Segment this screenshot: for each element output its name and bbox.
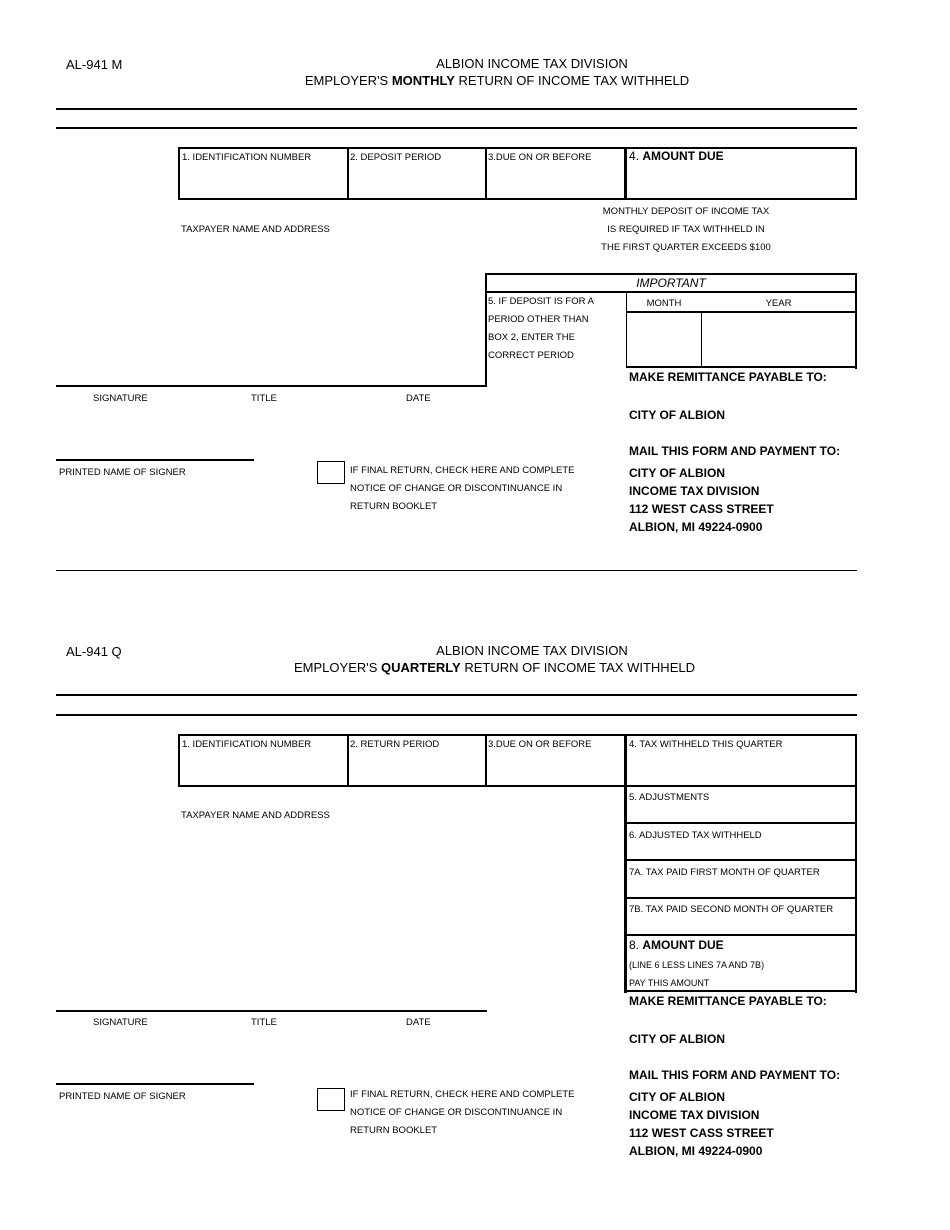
identification-number-field[interactable]: 1. IDENTIFICATION NUMBER: [182, 152, 312, 163]
mailing-address: CITY OF ALBION INCOME TAX DIVISION 112 WEST CASS STREET ALBION, MI 49224-0900: [629, 466, 774, 534]
title-label: TITLE: [251, 1017, 277, 1028]
header-rule-1: [56, 694, 857, 696]
final-return-text: IF FINAL RETURN, CHECK HERE AND COMPLETE NOTICE OF CHANGE OR DISCONTINUANCE IN RETURN BOOKLET: [350, 465, 575, 512]
title-label: TITLE: [251, 393, 277, 404]
mailing-address: CITY OF ALBION INCOME TAX DIVISION 112 WEST CASS STREET ALBION, MI 49224-0900: [629, 1090, 774, 1158]
division-title: ALBION INCOME TAX DIVISION: [436, 643, 628, 658]
adjustments-field[interactable]: 5. ADJUSTMENTS: [629, 792, 710, 803]
mail-label: MAIL THIS FORM AND PAYMENT TO:: [629, 444, 841, 458]
signature-label: SIGNATURE: [93, 1017, 148, 1028]
printed-name-line[interactable]: [56, 459, 254, 461]
header-rule-2: [56, 714, 857, 716]
final-return-text: IF FINAL RETURN, CHECK HERE AND COMPLETE NOTICE OF CHANGE OR DISCONTINUANCE IN RETURN BOOKLET: [350, 1089, 575, 1136]
remit-to: CITY OF ALBION: [629, 1032, 725, 1046]
section-divider: [56, 570, 857, 571]
amount-due-field[interactable]: 8. AMOUNT DUE: [629, 938, 724, 952]
remit-to: CITY OF ALBION: [629, 408, 725, 422]
remit-label: MAKE REMITTANCE PAYABLE TO:: [629, 994, 827, 1008]
date-label: DATE: [406, 393, 431, 404]
identification-number-field[interactable]: 1. IDENTIFICATION NUMBER: [182, 739, 312, 750]
final-return-checkbox[interactable]: [317, 1088, 345, 1111]
form-title: EMPLOYER'S MONTHLY RETURN OF INCOME TAX WITHHELD: [304, 73, 690, 88]
box5-instructions: 5. IF DEPOSIT IS FOR A PERIOD OTHER THAN BOX 2, ENTER THE CORRECT PERIOD: [488, 296, 594, 361]
year-label: YEAR: [765, 298, 792, 309]
taxpayer-name-address[interactable]: TAXPAYER NAME AND ADDRESS: [181, 224, 330, 235]
signature-label: SIGNATURE: [93, 393, 148, 404]
division-title: ALBION INCOME TAX DIVISION: [436, 56, 628, 71]
signature-line[interactable]: [56, 1010, 487, 1012]
deposit-period-field[interactable]: 2. DEPOSIT PERIOD: [350, 152, 442, 163]
correct-month-field[interactable]: [628, 314, 700, 365]
tax-paid-first-month-field[interactable]: 7A. TAX PAID FIRST MONTH OF QUARTER: [629, 867, 820, 878]
due-date-field[interactable]: 3.DUE ON OR BEFORE: [488, 152, 592, 163]
amount-due-field[interactable]: 4. AMOUNT DUE: [629, 149, 724, 163]
important-heading: IMPORTANT: [636, 276, 706, 290]
amount-due-subtext: (LINE 6 LESS LINES 7A AND 7B): [629, 960, 765, 970]
printed-name-label: PRINTED NAME OF SIGNER: [59, 1091, 186, 1102]
header-rule-1: [56, 108, 857, 110]
remit-label: MAKE REMITTANCE PAYABLE TO:: [629, 370, 827, 384]
notice-line-1: MONTHLY DEPOSIT OF INCOME TAX: [602, 206, 770, 217]
mail-label: MAIL THIS FORM AND PAYMENT TO:: [629, 1068, 841, 1082]
signature-line[interactable]: [56, 385, 487, 387]
taxpayer-name-address[interactable]: TAXPAYER NAME AND ADDRESS: [181, 810, 330, 821]
header-rule-2: [56, 127, 857, 129]
form-title: EMPLOYER'S QUARTERLY RETURN OF INCOME TAX WITHHELD: [294, 660, 695, 675]
printed-name-line[interactable]: [56, 1083, 254, 1085]
form-code: AL-941 Q: [66, 644, 122, 659]
due-date-field[interactable]: 3.DUE ON OR BEFORE: [488, 739, 592, 750]
tax-withheld-field[interactable]: 4. TAX WITHHELD THIS QUARTER: [629, 739, 783, 750]
printed-name-label: PRINTED NAME OF SIGNER: [59, 467, 186, 478]
date-label: DATE: [406, 1017, 431, 1028]
tax-paid-second-month-field[interactable]: 7B. TAX PAID SECOND MONTH OF QUARTER: [629, 904, 834, 915]
notice-line-3: THE FIRST QUARTER EXCEEDS $100: [601, 242, 771, 253]
pay-this-amount: PAY THIS AMOUNT: [629, 978, 710, 988]
month-label: MONTH: [646, 298, 682, 309]
form-code: AL-941 M: [66, 57, 123, 72]
notice-line-2: IS REQUIRED IF TAX WITHHELD IN: [607, 224, 765, 235]
return-period-field[interactable]: 2. RETURN PERIOD: [350, 739, 440, 750]
adjusted-tax-field[interactable]: 6. ADJUSTED TAX WITHHELD: [629, 830, 762, 841]
correct-year-field[interactable]: [703, 314, 854, 365]
final-return-checkbox[interactable]: [317, 461, 345, 484]
